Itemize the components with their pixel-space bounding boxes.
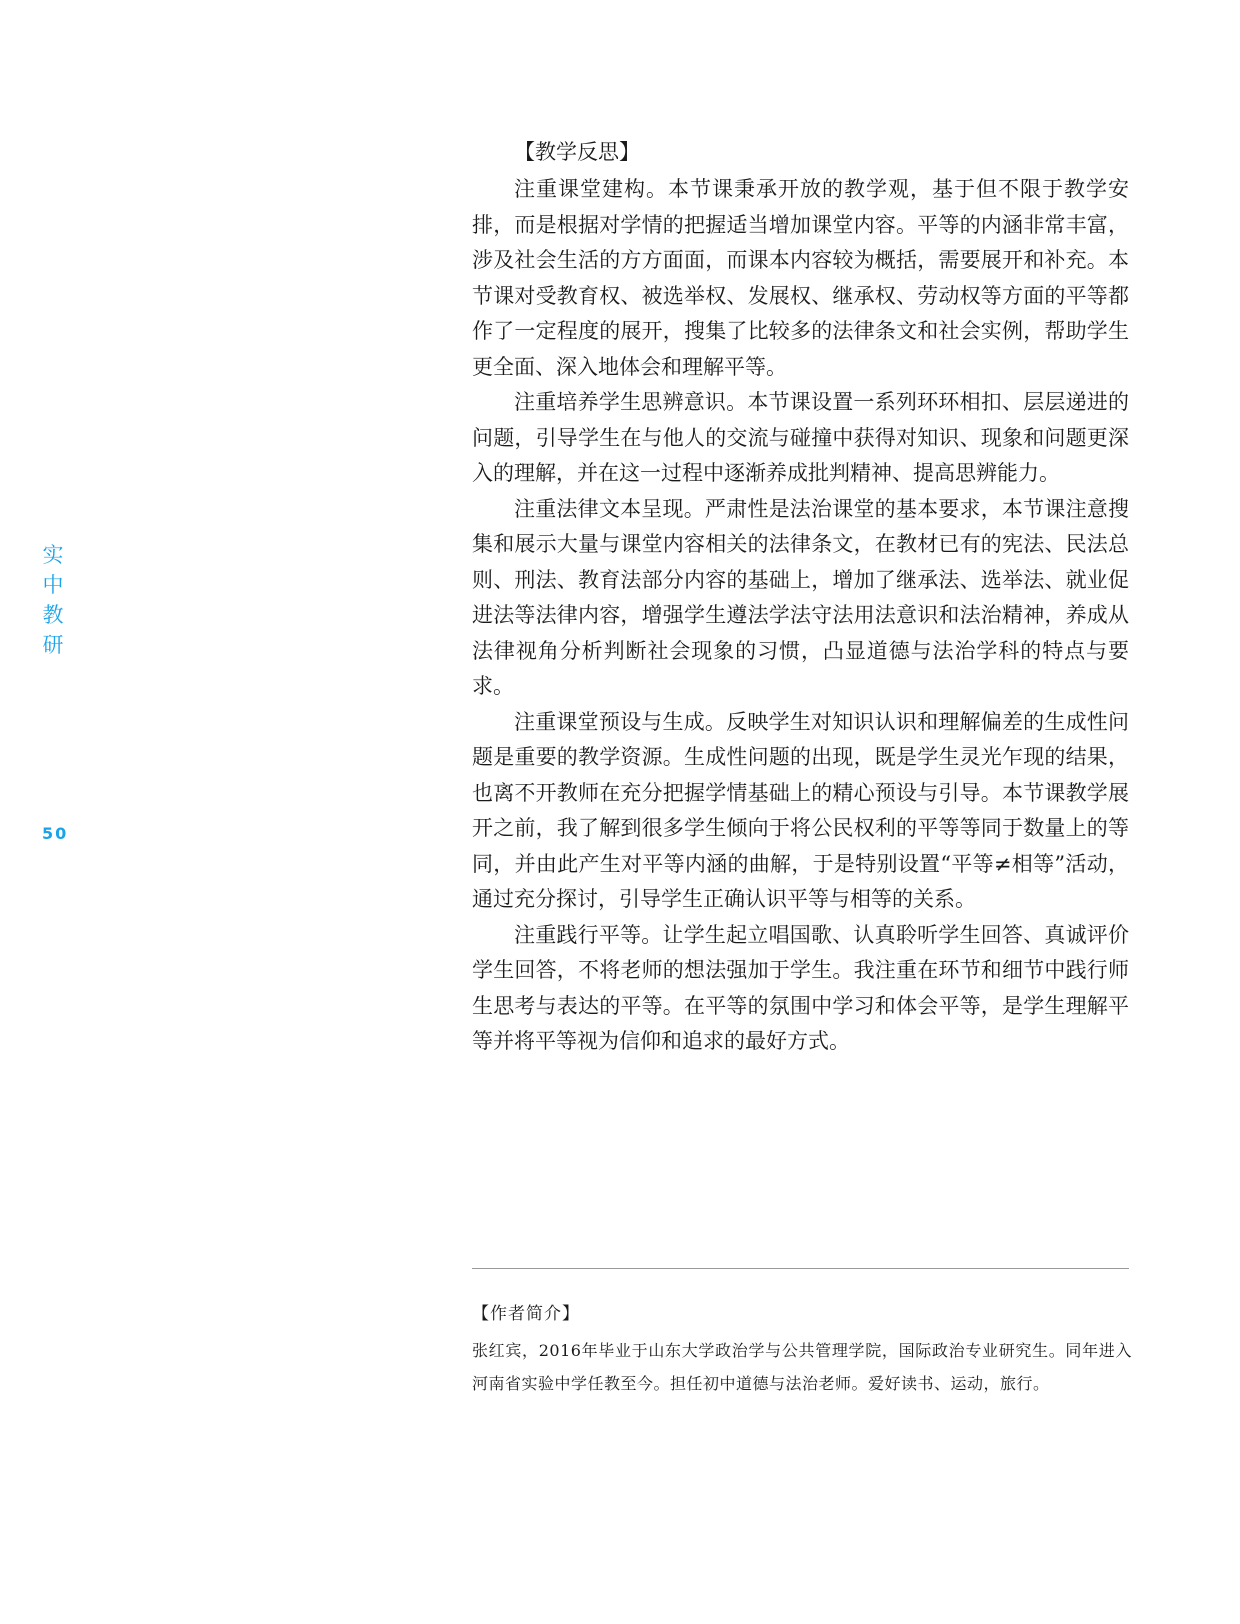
page-number: 50: [42, 824, 69, 843]
author-bio: [472, 1300, 1132, 1400]
journal-title-char-2: 中: [42, 573, 64, 597]
paragraph-critical-thinking: 注重培养学生思辨意识。本节课设置一系列环环相扣、层层递进的问题，引导学生在与他人的交流与碰撞中获得对知识、现象和问题更深入的理解，并在这一过程中逐渐养成批判精神、提高思辨能力。: [472, 390, 1129, 485]
paragraph-classroom-construction: 注重课堂建构。本节课秉承开放的教学观，基于但不限于教学安排，而是根据对学情的把握适当增加课堂内容。平等的内涵非常丰富，涉及社会生活的方方面面，而课本内容较为概括，需要展开和补充。本节课对受教育权、被选举权、发展权、继承权、劳动权等方面的平等都作了一定程度的展开，搜集了比较多的法律条文和社会实例，帮助学生更全面、深入地体会和理解平等。: [472, 177, 1129, 379]
main-article-body: [472, 134, 1129, 1060]
paragraph-legal-text: 注重法律文本呈现。严肃性是法治课堂的基本要求，本节课注意搜集和展示大量与课堂内容相关的法律条文，在教材已有的宪法、民法总则、刑法、教育法部分内容的基础上，增加了继承法、选举法、就业促进法等法律内容，增强学生遵法学法守法用法意识和法治精神，养成从法律视角分析判断社会现象的习惯，凸显道德与法治学科的特点与要求。: [472, 496, 1129, 698]
paragraph-practicing-equality: 注重践行平等。让学生起立唱国歌、认真聆听学生回答、真诚评价学生回答，不将老师的想法强加于学生。我注重在环节和细节中践行师生思考与表达的平等。在平等的氛围中学习和体会平等，是学生理解平等并将平等视为信仰和追求的最好方式。: [472, 922, 1129, 1053]
paragraph-preset-and-generation: 注重课堂预设与生成。反映学生对知识认识和理解偏差的生成性问题是重要的教学资源。生成性问题的出现，既是学生灵光乍现的结果，也离不开教师在充分把握学情基础上的精心预设与引导。本节课教学展开之前，我了解到很多学生倾向于将公民权利的平等等同于数量上的等同，并由此产生对平等内涵的曲解，于是特别设置“平等≠相等”活动，通过充分探讨，引导学生正确认识平等与相等的关系。: [472, 709, 1129, 911]
journal-title-vertical: [38, 540, 68, 660]
section-divider: [472, 1268, 1129, 1269]
journal-title-char-4: 研: [42, 633, 64, 657]
section-heading-teaching-reflection: 【教学反思】: [514, 140, 640, 164]
author-bio-heading: 【作者简介】: [472, 1304, 580, 1324]
journal-title-char-1: 实: [42, 543, 64, 567]
journal-title-char-3: 教: [42, 603, 64, 627]
author-bio-text: 张红宾，2016年毕业于山东大学政治学与公共管理学院，国际政治专业研究生。同年进入河南省实验中学任教至今。担任初中道德与法治老师。爱好读书、运动，旅行。: [472, 1341, 1132, 1393]
